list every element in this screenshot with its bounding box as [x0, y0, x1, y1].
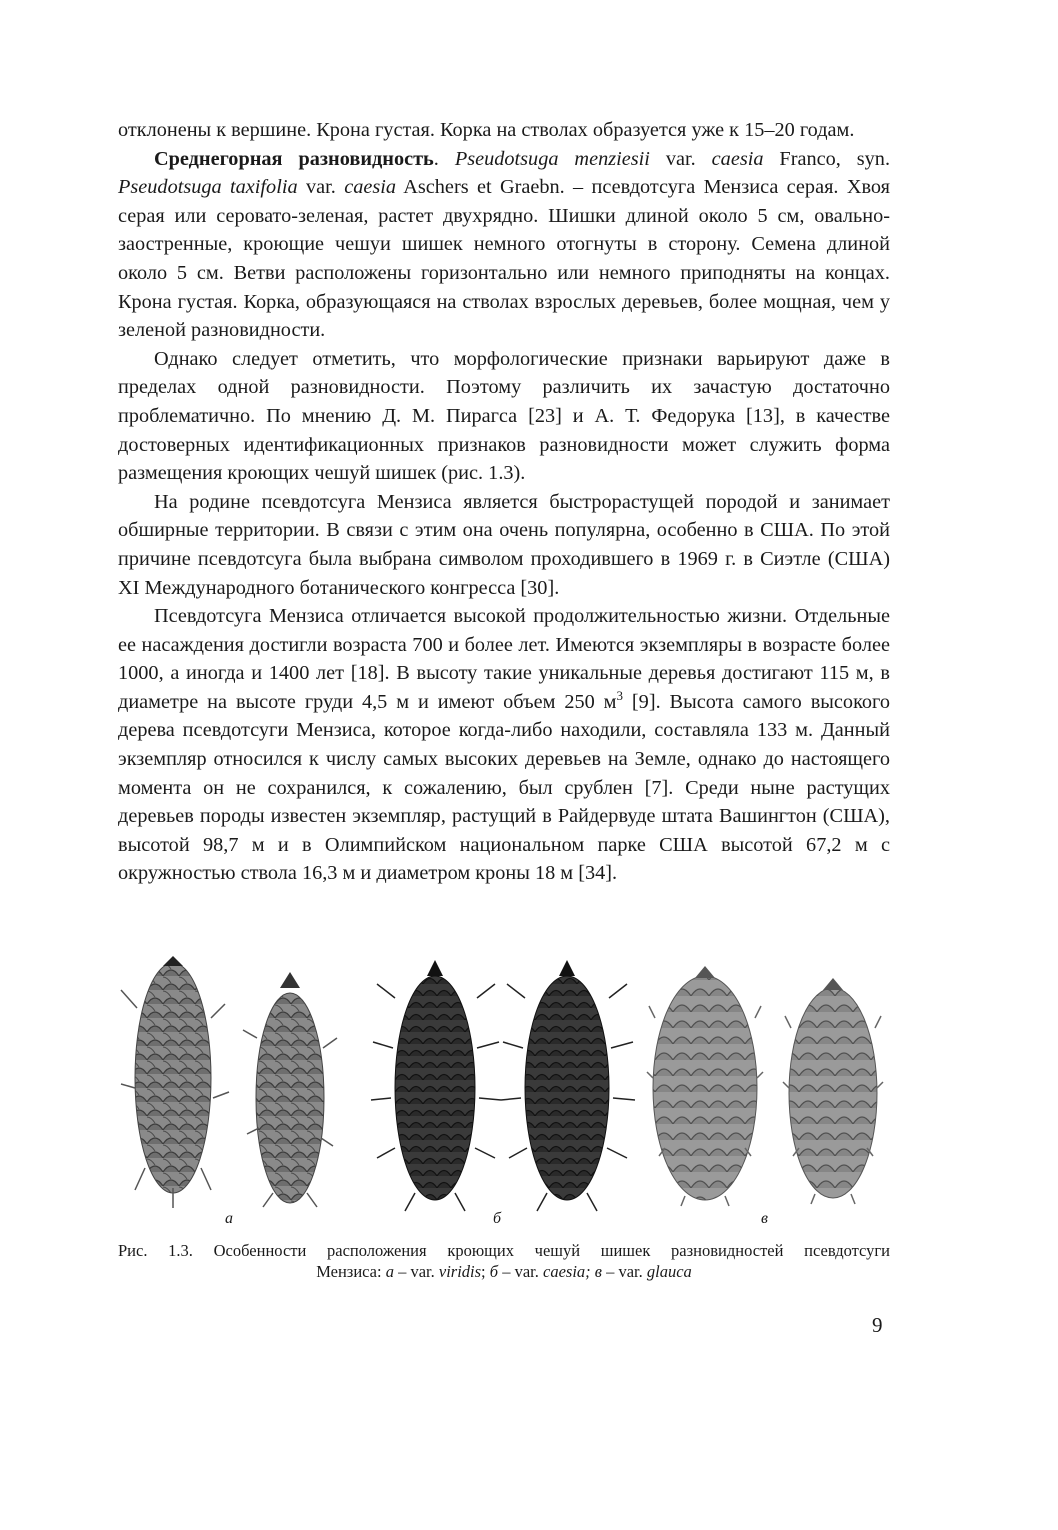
cone-a-2 — [243, 972, 337, 1207]
text-run: Псевдотсуга Мензиса отличается высокой продолжительностью жизни. Отдельные ее насаждения достигли возраста 700 и более лет. Имеются экземпляры в возрасте более 1000, а иногда и 1400 лет [18]. В высоту такие уникальные деревья достигают 115 м, в диаметре на высоте груди 4,5 м и имеют объем 250 м — [118, 605, 890, 713]
text-run: Franco, syn. — [763, 147, 891, 170]
paragraph: На родине псевдотсуга Мензиса является быстрорастущей породой и занимает обширные территории. В связи с этим она очень популярна, особенно в США. По этой причине псевдотсуга была выбрана символом проходившего в 1969 г. в Сиэтле (США) XI Международного ботанического конгресса [30]. — [118, 490, 890, 599]
figure-caption — [118, 1240, 890, 1282]
latin-name: caesia — [344, 176, 397, 199]
text-run: glauca — [646, 1262, 692, 1281]
cone-v-1 — [647, 966, 763, 1206]
text-run: ; — [481, 1262, 490, 1281]
cone-v-2 — [783, 978, 883, 1204]
section-heading: Среднегорная разновидность — [154, 147, 434, 170]
body-text — [118, 116, 890, 888]
paragraph: Однако следует отметить, что морфологические признаки варьируют даже в пределах одной разновидности. Поэтому различить их зачастую достаточно проблематично. По мнению Д. М. Пирагса [23] и А. Т. Федорука [13], в качестве достоверных идентификационных признаков разновидности может служить форма размещения кроющих чешуй шишек (рис. 1.3). — [118, 347, 890, 485]
page-number: 9 — [872, 1313, 883, 1337]
text-run: . — [433, 147, 455, 170]
text-run: а — [385, 1262, 394, 1281]
superscript: 3 — [616, 688, 623, 704]
text-run: viridis — [438, 1262, 482, 1281]
text-run: var. — [649, 147, 712, 170]
cone-b-1 — [371, 960, 501, 1211]
figure-cones — [115, 948, 895, 1230]
latin-name: caesia — [711, 147, 764, 170]
cone-a-1 — [121, 956, 229, 1208]
text-run: в — [594, 1262, 602, 1281]
text-run: – var. — [393, 1262, 439, 1281]
paragraph — [118, 602, 890, 888]
text-run: Aschers et Graebn. – псевдотсуга Мензиса серая. Хвоя серая или серовато-зеленая, растет двухрядно. Шишки длиной около 5 см, овально-заостренные, кроющие чешуи шишек немного отогнуты в сторону. Семена длиной около 5 см. Ветви расположены горизонтально или немного приподняты на концах. Крона густая. Корка, образующаяся на стволах взрослых деревьев, более мощная, чем у зеленой разновидности. — [118, 176, 890, 342]
figure-label-b: б — [493, 1210, 502, 1227]
cone-b-2 — [501, 960, 635, 1211]
text-run: – var. — [498, 1262, 543, 1281]
latin-name: Pseudotsuga taxifolia — [118, 176, 298, 199]
text-run: caesia; — [543, 1262, 591, 1281]
text-run: Мензиса: — [316, 1262, 386, 1281]
paragraph: отклонены к вершине. Крона густая. Корка на стволах образуется уже к 15–20 годам. — [118, 119, 855, 141]
figure-label-a: а — [225, 1210, 233, 1227]
figure-label-v: в — [761, 1210, 768, 1227]
text-run: [9]. Высота самого высокого дерева псевдотсуги Мензиса, которое когда-либо находили, составляла 133 м. Данный экземпляр относился к числу самых высоких деревьев на Земле, однако до настоящего момента он не сохранился, к сожалению, был срублен [7]. Среди ныне растущих деревьев породы известен экземпляр, растущий в Райдервуде штата Вашингтон (США), высотой 98,7 м и в Олимпийском национальном парке США высотой 67,2 м с окружностью ствола 16,3 м и диаметром кроны 18 м [34]. — [118, 690, 890, 885]
text-run: – var. — [601, 1262, 647, 1281]
cones-photo — [115, 948, 895, 1230]
caption-line — [118, 1261, 890, 1282]
caption-line: Рис. 1.3. Особенности расположения кроющих чешуй шишек разновидностей псевдотсуги — [118, 1241, 890, 1260]
paragraph — [118, 145, 890, 345]
text-run: var. — [297, 176, 345, 199]
latin-name: Pseudotsuga menziesii — [454, 147, 650, 170]
text-run: б — [489, 1262, 499, 1281]
